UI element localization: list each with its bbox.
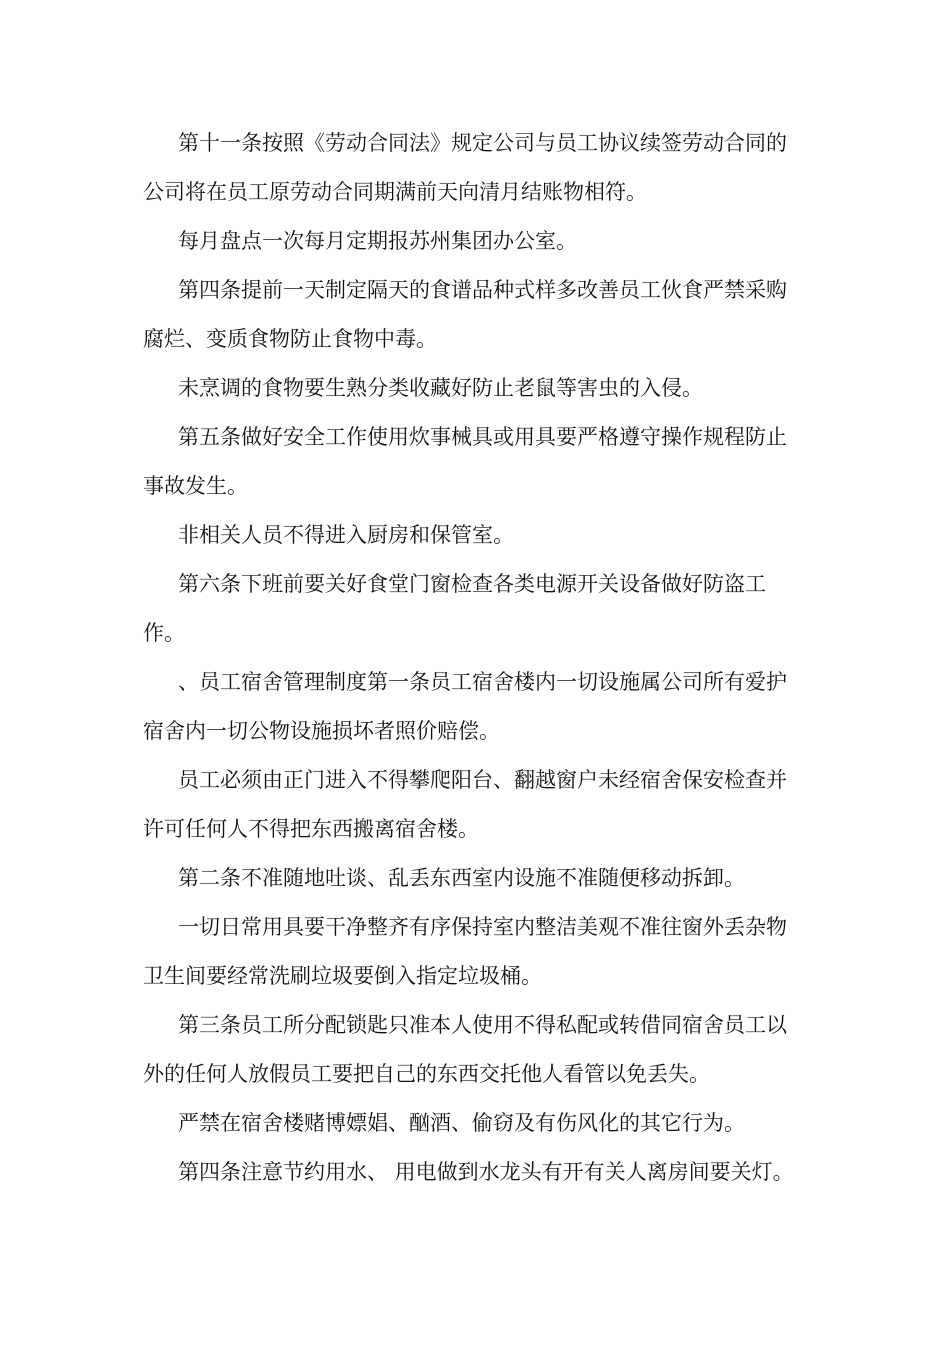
paragraph-monthly-inventory: 每月盘点一次每月定期报苏州集团办公室。 xyxy=(178,229,577,253)
paragraph-cleanliness: 一切日常用具要干净整齐有序保持室内整洁美观不准往窗外丢杂物卫生间要经常洗刷垃圾要倒入指定垃圾桶。 xyxy=(143,915,787,988)
paragraph-article-2-conduct: 第二条不准随地吐谈、乱丢东西室内设施不准随便移动拆卸。 xyxy=(178,866,745,890)
paragraph-prohibitions: 严禁在宿舍楼赌博嫖娼、酗酒、偷窃及有伤风化的其它行为。 xyxy=(178,1111,745,1135)
paragraph-dormitory-rules: 、员工宿舍管理制度第一条员工宿舍楼内一切设施属公司所有爱护宿舍内一切公物设施损坏者照价赔偿。 xyxy=(143,670,787,743)
paragraph-article-4-conservation: 第四条注意节约用水、 用电做到水龙头有开有关人离房间要关灯。 xyxy=(178,1160,794,1184)
paragraph-article-6-closing: 第六条下班前要关好食堂门窗检查各类电源开关设备做好防盗工作。 xyxy=(143,572,766,645)
document-body xyxy=(143,119,803,1197)
paragraph-article-4-menu: 第四条提前一天制定隔天的食谱品种式样多改善员工伙食严禁采购腐烂、变质食物防止食物中毒。 xyxy=(143,278,787,351)
paragraph-restricted-access: 非相关人员不得进入厨房和保管室。 xyxy=(178,523,514,547)
paragraph-dormitory-entry: 员工必须由正门进入不得攀爬阳台、翻越窗户未经宿舍保安检查并许可任何人不得把东西搬离宿舍楼。 xyxy=(143,768,787,841)
paragraph-article-5-safety: 第五条做好安全工作使用炊事械具或用具要严格遵守操作规程防止事故发生。 xyxy=(143,425,787,498)
paragraph-article-3-keys: 第三条员工所分配锁匙只准本人使用不得私配或转借同宿舍员工以外的任何人放假员工要把自己的东西交托他人看管以免丢失。 xyxy=(143,1013,787,1086)
paragraph-food-storage: 未烹调的食物要生熟分类收藏好防止老鼠等害虫的入侵。 xyxy=(178,376,703,400)
paragraph-article-11: 第十一条按照《劳动合同法》规定公司与员工协议续签劳动合同的公司将在员工原劳动合同期满前天向清月结账物相符。 xyxy=(143,131,787,204)
